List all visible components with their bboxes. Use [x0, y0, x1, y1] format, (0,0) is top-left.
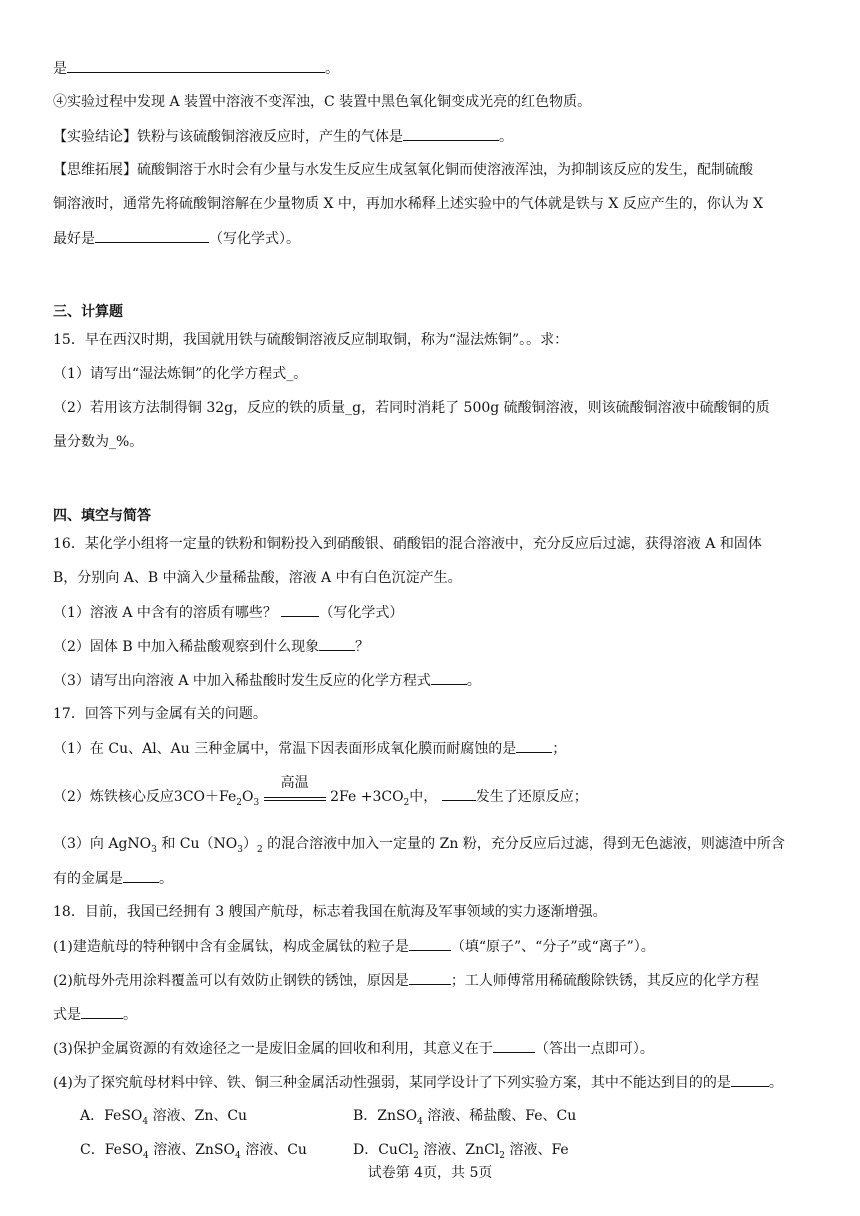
answer-blank[interactable] — [431, 670, 467, 685]
text: 有的金属是 — [53, 871, 123, 887]
text: (2)航母外壳用涂料覆盖可以有效防止钢铁的锈蚀，原因是 — [53, 973, 409, 989]
answer-blank[interactable] — [403, 126, 499, 141]
text: B．ZnSO — [353, 1108, 418, 1124]
question-18: 18．目前，我国已经拥有 3 艘国产航母，标志着我国在航海及军事领域的实力逐渐增强。 — [53, 904, 607, 920]
text: 。 — [768, 1075, 783, 1091]
text: 4 — [143, 1150, 149, 1161]
answer-blank[interactable] — [281, 602, 319, 617]
question-18-part-1 — [53, 936, 655, 957]
question-16-part-2 — [53, 636, 369, 657]
answer-blank[interactable] — [731, 1072, 769, 1087]
text: O — [242, 789, 254, 805]
observation-4: ④实验过程中发现 A 装置中溶液不变浑浊，C 装置中黑色氧化铜变成光亮的红色物质。 — [53, 94, 592, 110]
text: 的混合溶液中加入一定量的 Zn 粉，充分反应后过滤，得到无色滤液，则滤渣中所含 — [262, 836, 785, 852]
text: 4 — [142, 1116, 149, 1127]
text: （2）炼铁核心反应 — [53, 789, 174, 805]
text: 溶液、Zn、Cu — [148, 1108, 248, 1124]
text: 是 — [53, 61, 67, 77]
answer-blank[interactable] — [67, 58, 325, 73]
text: 。 — [325, 61, 339, 77]
text: 【实验结论】铁粉与该硫酸铜溶液反应时，产生的气体是 — [53, 129, 403, 145]
answer-line-1 — [53, 58, 339, 79]
question-18-part-3 — [53, 1038, 654, 1059]
text: （1）溶液 A 中含有的溶质有哪些？ — [53, 605, 282, 621]
text: （1）在 Cu、Al、Au 三种金属中，常温下因表面形成氧化膜而耐腐蚀的是 — [53, 741, 517, 757]
text: 。 — [466, 673, 481, 689]
text: 2 — [236, 797, 242, 808]
text: 3 — [237, 844, 243, 855]
answer-blank[interactable] — [409, 970, 451, 985]
answer-blank[interactable] — [123, 868, 159, 883]
option-d[interactable] — [353, 1140, 569, 1160]
text: ） — [243, 836, 257, 852]
question-15-part-2-cont: 量分数为_%。 — [53, 434, 144, 450]
question-16: 16．某化学小组将一定量的铁粉和铜粉投入到硝酸银、硝酸铝的混合溶液中，充分反应后过滤，获得溶液 A 和固体 — [53, 536, 762, 552]
text: 。 — [159, 871, 173, 887]
question-18-part-2-cont — [53, 1004, 137, 1025]
text: （3）向 AgNO — [53, 836, 152, 852]
text: ； — [552, 741, 567, 757]
text: 3 — [151, 844, 157, 855]
text: 溶液、ZnCl — [418, 1142, 500, 1158]
text: （写化学式） — [319, 605, 404, 621]
question-15-part-1: （1）请写出“湿法炼铜”的化学方程式_。 — [53, 366, 308, 382]
text: 4 — [417, 1116, 423, 1127]
text: （填“原子”、“分子”或“离子”）。 — [450, 939, 655, 955]
text: 3 — [253, 797, 260, 808]
text: （2）固体 B 中加入稀盐酸观察到什么现象 — [53, 639, 320, 655]
text: 溶液、Fe — [505, 1142, 569, 1158]
text: A．FeSO — [80, 1108, 143, 1124]
question-17-part-2 — [53, 775, 588, 808]
text: （3）请写出向溶液 A 中加入稀盐酸时发生反应的化学方程式 — [53, 673, 431, 689]
text: 发生了还原反应； — [475, 789, 588, 805]
question-18-part-4 — [53, 1072, 783, 1093]
text: 中， — [409, 789, 438, 805]
answer-blank[interactable] — [409, 936, 451, 951]
text: 。 — [499, 129, 513, 145]
text: (4)为了探究航母材料中锌、铁、铜三种金属活动性强弱，某同学设计了下列实验方案，其中不能达到目的的是 — [53, 1075, 731, 1091]
thinking-extension-line-3 — [53, 228, 300, 249]
question-17-part-1 — [53, 738, 566, 759]
question-17: 17．回答下列与金属有关的问题。 — [53, 706, 267, 722]
text: (3)保护金属资源的有效途径之一是废旧金属的回收和利用，其意义在于 — [53, 1041, 493, 1057]
answer-blank[interactable] — [319, 636, 355, 651]
section-heading-fill-in: 四、填空与简答 — [53, 508, 151, 524]
option-a[interactable] — [80, 1106, 247, 1126]
question-16-part-3 — [53, 670, 481, 691]
text: C．FeSO — [80, 1142, 144, 1158]
option-c[interactable] — [80, 1140, 307, 1160]
option-b[interactable] — [353, 1106, 576, 1126]
question-18-part-2 — [53, 970, 759, 991]
text: 最好是 — [53, 231, 95, 247]
text: 式是 — [53, 1007, 81, 1023]
equals-sign — [264, 797, 326, 801]
reaction-condition — [264, 775, 326, 801]
text: 溶液、ZnSO — [148, 1142, 236, 1158]
text: ；工人师傅常用稀硫酸除铁锈，其反应的化学方程 — [450, 973, 759, 989]
page-footer: 试卷第 4页，共 5页 — [367, 1165, 493, 1181]
text: 2Fe +3CO — [330, 789, 404, 805]
text: 4 — [235, 1150, 241, 1161]
answer-blank[interactable] — [442, 786, 476, 801]
section-heading-calculation: 三、计算题 — [53, 304, 123, 320]
text: 。 — [123, 1007, 137, 1023]
text: (1)建造航母的特种钢中含有金属钛，构成金属钛的粒子是 — [53, 939, 409, 955]
question-17-part-3 — [53, 834, 785, 854]
text: 2 — [499, 1150, 506, 1161]
text: 和 Cu（NO — [156, 836, 238, 852]
text: （写化学式）。 — [209, 231, 300, 247]
text: 高温 — [280, 775, 309, 791]
experiment-conclusion — [53, 126, 513, 147]
text: 溶液、稀盐酸、Fe、Cu — [422, 1108, 577, 1124]
answer-blank[interactable] — [516, 738, 552, 753]
thinking-extension-line-2: 铜溶液时，通常先将硫酸铜溶解在少量物质 X 中，再加水稀释上述实验中的气体就是铁与 X 反应产生的，你认为 X — [53, 196, 764, 212]
question-16-part-1 — [53, 602, 403, 623]
answer-blank[interactable] — [493, 1038, 535, 1053]
text: （答出一点即可）。 — [534, 1041, 654, 1057]
thinking-extension-line-1: 【思维拓展】硫酸铜溶于水时会有少量与水发生反应生成氢氧化铜而使溶液浑浊，为抑制该反应的发生，配制硫酸 — [53, 162, 753, 178]
answer-blank[interactable] — [95, 228, 209, 243]
text: D．CuCl — [353, 1142, 414, 1158]
question-15: 15．早在西汉时期，我国就用铁与硫酸铜溶液反应制取铜，称为“湿法炼铜”。。求： — [53, 332, 569, 348]
text: 2 — [413, 1150, 419, 1161]
question-15-part-2: （2）若用该方法制得铜 32g，反应的铁的质量_g，若同时消耗了 500g 硫酸铜溶液，则该硫酸铜溶液中硫酸铜的质 — [53, 400, 770, 416]
text: 3CO＋Fe — [173, 789, 237, 805]
text: 溶液、Cu — [240, 1142, 307, 1158]
question-16-cont: B，分别向 A、B 中滴入少量稀盐酸，溶液 A 中有白色沉淀产生。 — [53, 570, 462, 586]
question-17-part-3-cont — [53, 868, 173, 889]
chemical-equation — [173, 775, 410, 808]
text: 2 — [403, 797, 410, 808]
text: 2 — [257, 844, 263, 855]
text: ？ — [355, 639, 370, 655]
answer-blank[interactable] — [81, 1004, 123, 1019]
